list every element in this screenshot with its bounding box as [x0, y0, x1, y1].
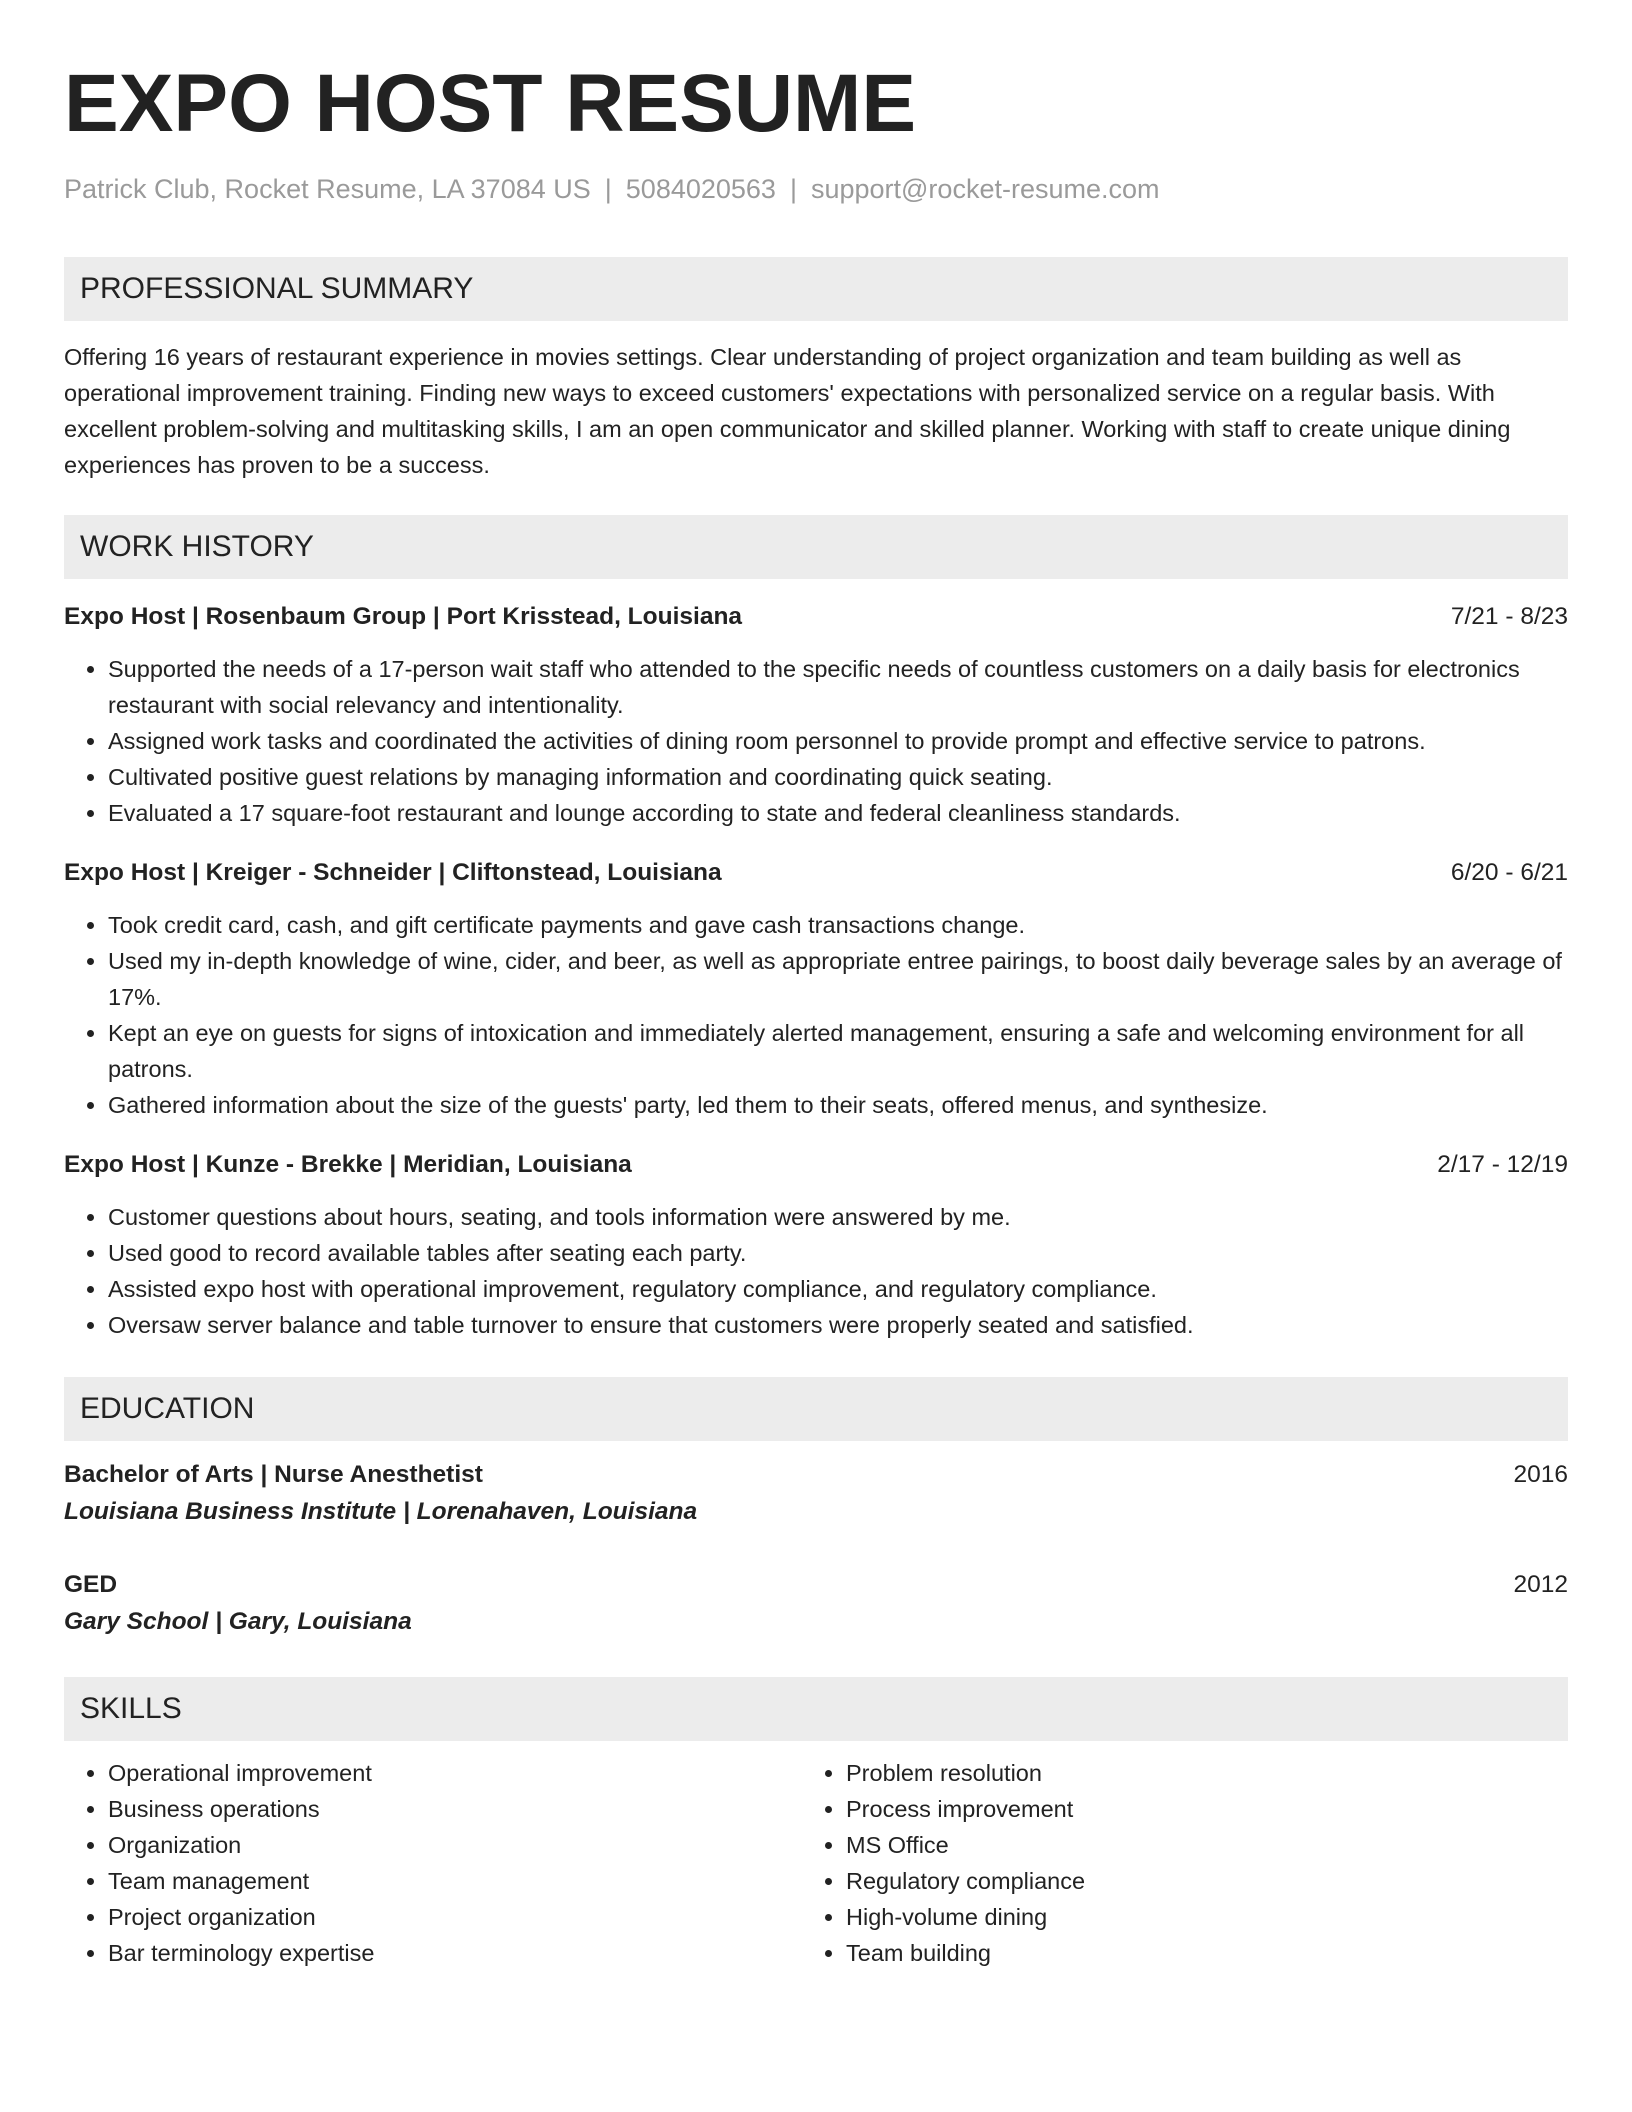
job-bullet: • Cultivated positive guest relations by managing information and coordinating quick seating. — [108, 759, 1568, 795]
education-school: Louisiana Business Institute | Lorenahaven, Louisiana — [64, 1498, 698, 1525]
contact-phone: 5084020563 — [625, 174, 776, 204]
job-bullet: • Used good to record available tables after seating each party. — [108, 1235, 1568, 1271]
skills-list-right — [802, 1755, 1540, 1971]
job-dates: 2/17 - 12/19 — [1437, 1151, 1568, 1178]
education-year: 2012 — [1513, 1571, 1568, 1598]
job-bullet: • Supported the needs of a 17-person wait staff who attended to the specific needs of countless customers on a daily basis for electronics restaurant with social relevancy and intentionality. — [108, 651, 1568, 723]
job-bullet: • Customer questions about hours, seating, and tools information were answered by me. — [108, 1199, 1568, 1235]
skill-item: • Team building — [846, 1935, 1540, 1971]
section-header-work-history: WORK HISTORY — [64, 515, 1568, 579]
contact-address: Patrick Club, Rocket Resume, LA 37084 US — [64, 174, 591, 204]
job-bullet: • Took credit card, cash, and gift certificate payments and gave cash transactions change. — [108, 907, 1568, 943]
skill-item: • Business operations — [108, 1791, 802, 1827]
section-header-skills: SKILLS — [64, 1677, 1568, 1741]
contact-line — [64, 174, 1568, 205]
job-bullet: • Gathered information about the size of the guests' party, led them to their seats, offered menus, and synthesize. — [108, 1087, 1568, 1123]
contact-separator: | — [789, 174, 797, 204]
skill-item: • Team management — [108, 1863, 802, 1899]
education-degree: Bachelor of Arts | Nurse Anesthetist — [64, 1461, 483, 1488]
job-title: Expo Host | Rosenbaum Group | Port Krisstead, Louisiana — [64, 603, 743, 630]
job-entry — [64, 1147, 1568, 1343]
skill-item: • Organization — [108, 1827, 802, 1863]
contact-separator: | — [604, 174, 612, 204]
job-header — [64, 855, 1568, 891]
job-bullet: • Evaluated a 17 square-foot restaurant and lounge according to state and federal cleanliness standards. — [108, 795, 1568, 831]
education-year: 2016 — [1513, 1461, 1568, 1488]
job-entry — [64, 855, 1568, 1123]
job-title: Expo Host | Kunze - Brekke | Meridian, Louisiana — [64, 1151, 632, 1178]
skills-columns — [64, 1755, 1568, 1971]
job-header — [64, 599, 1568, 635]
skill-item: • Regulatory compliance — [846, 1863, 1540, 1899]
job-title: Expo Host | Kreiger - Schneider | Cliftonstead, Louisiana — [64, 859, 722, 886]
job-bullets — [64, 907, 1568, 1123]
resume-title: EXPO HOST RESUME — [64, 58, 917, 149]
job-dates: 6/20 - 6/21 — [1450, 859, 1568, 886]
skill-item: • Problem resolution — [846, 1755, 1540, 1791]
skill-item: • MS Office — [846, 1827, 1540, 1863]
job-bullets — [64, 1199, 1568, 1343]
education-entry — [64, 1457, 1568, 1531]
job-bullet: • Assisted expo host with operational improvement, regulatory compliance, and regulatory compliance. — [108, 1271, 1568, 1307]
summary-text: Offering 16 years of restaurant experience in movies settings. Clear understanding of project organization and team building as well as operational improvement training. Finding new ways to exceed customers' expectations with personalized service on a regular basis. With excellent problem-solving and multitasking skills, I am an open communicator and skilled planner. Working with staff to create unique dining experiences has proven to be a success. — [64, 344, 1511, 478]
section-header-education: EDUCATION — [64, 1377, 1568, 1441]
job-bullet: • Used my in-depth knowledge of wine, cider, and beer, as well as appropriate entree pairings, to boost daily beverage sales by an average of 17%. — [108, 943, 1568, 1015]
education-header — [64, 1457, 1568, 1493]
job-bullet: • Assigned work tasks and coordinated the activities of dining room personnel to provide prompt and effective service to patrons. — [108, 723, 1568, 759]
section-header-summary: PROFESSIONAL SUMMARY — [64, 257, 1568, 321]
skill-item: • High-volume dining — [846, 1899, 1540, 1935]
skill-item: • Bar terminology expertise — [108, 1935, 802, 1971]
skills-list-left — [64, 1755, 802, 1971]
education-header — [64, 1567, 1568, 1603]
job-bullet: • Oversaw server balance and table turnover to ensure that customers were properly seated and satisfied. — [108, 1307, 1568, 1343]
job-bullet: • Kept an eye on guests for signs of intoxication and immediately alerted management, ensuring a safe and welcoming environment for all patrons. — [108, 1015, 1568, 1087]
education-school: Gary School | Gary, Louisiana — [64, 1608, 412, 1635]
job-dates: 7/21 - 8/23 — [1450, 603, 1568, 630]
skill-item: • Project organization — [108, 1899, 802, 1935]
job-entry — [64, 599, 1568, 831]
skill-item: • Operational improvement — [108, 1755, 802, 1791]
job-bullets — [64, 651, 1568, 831]
job-header — [64, 1147, 1568, 1183]
education-degree: GED — [64, 1571, 118, 1598]
contact-email: support@rocket-resume.com — [810, 174, 1160, 204]
education-entry — [64, 1567, 1568, 1641]
skill-item: • Process improvement — [846, 1791, 1540, 1827]
